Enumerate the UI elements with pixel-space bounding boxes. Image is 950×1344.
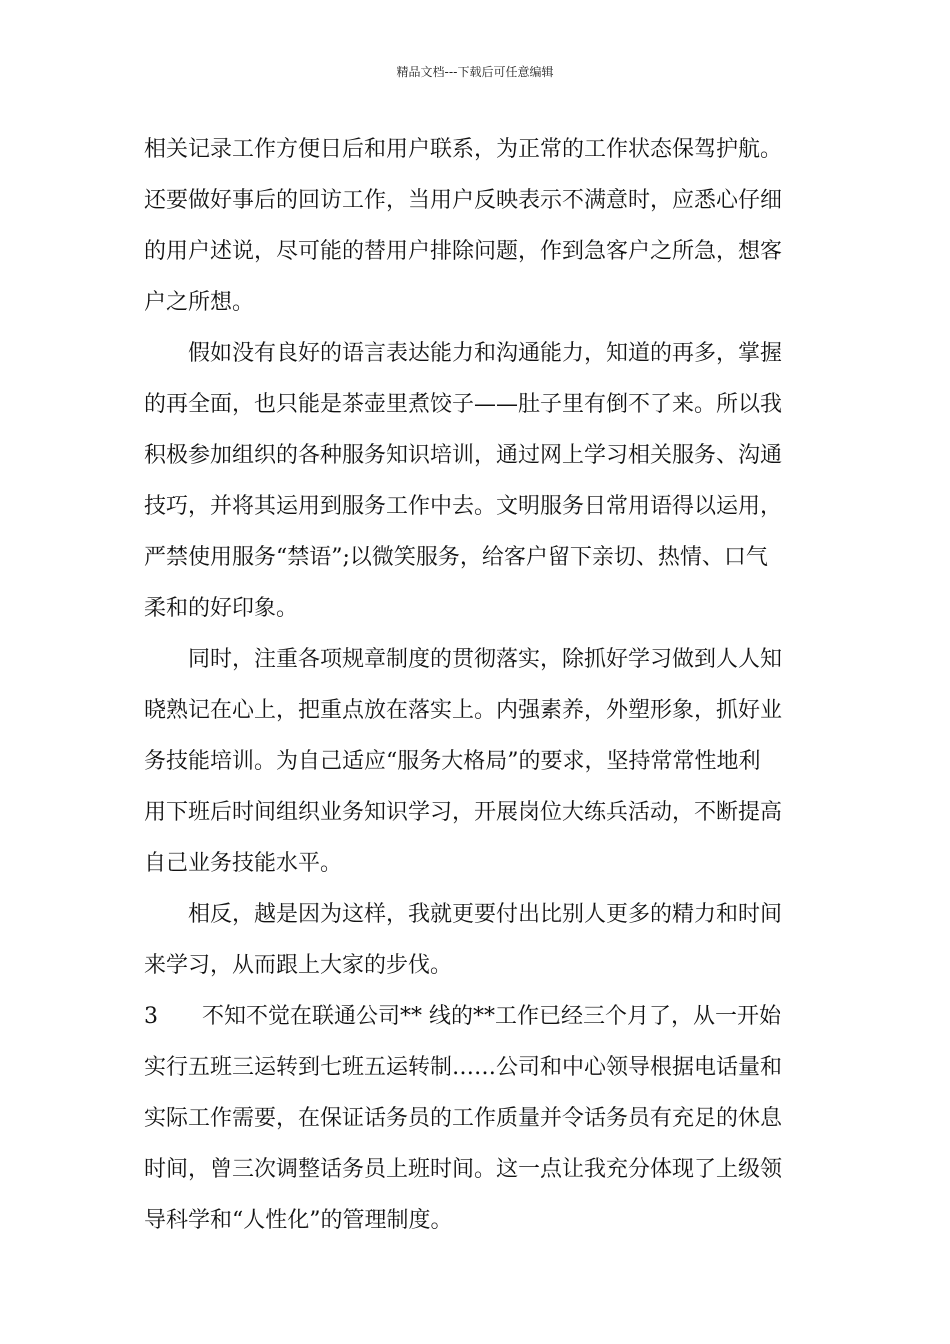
document-body [144,124,808,1246]
text-line: 实际工作需要，在保证话务员的工作质量并令话务员有充足的休息 [144,1106,783,1131]
text-line: 用下班后时间组织业务知识学习，开展岗位大练兵活动，不断提高 [144,800,783,825]
text-line: 实行五班三运转到七班五运转制……公司和中心领导根据电话量和 [144,1055,783,1080]
text-line: 柔和的好印象。 [144,596,299,621]
text-line: 导科学和“人性化”的管理制度。 [144,1208,453,1233]
text-line: 还要做好事后的回访工作，当用户反映表示不满意时，应悉心仔细 [144,188,783,213]
text-line: 积极参加组织的各种服务知识培训，通过网上学习相关服务、沟通 [144,443,783,468]
page-header: 精品文档---下载后可任意编辑 [396,65,554,79]
text-line: 相关记录工作方便日后和用户联系，为正常的工作状态保驾护航。 [144,137,783,162]
paragraph-start-line: 相反，越是因为这样，我就更要付出比别人更多的精力和时间 [188,902,783,927]
text-line: 务技能培训。为自己适应“服务大格局”的要求，坚持常常性地利 [144,749,761,774]
text-line: 技巧，并将其运用到服务工作中去。文明服务日常用语得以运用， [144,494,783,519]
text-line: 户之所想。 [144,290,255,315]
text-line: 来学习，从而跟上大家的步伐。 [144,953,453,978]
paragraph-start-line: 同时，注重各项规章制度的贯彻落实，除抓好学习做到人人知 [188,647,783,672]
paragraph-start-line: 假如没有良好的语言表达能力和沟通能力，知道的再多，掌握 [188,341,783,366]
text-line: 自己业务技能水平。 [144,851,343,876]
section-number: 3 [144,1004,158,1029]
numbered-paragraph-line [144,991,808,1042]
text-line: 晓熟记在心上，把重点放在落实上。内强素养，外塑形象，抓好业 [144,698,783,723]
text-line: 的再全面，也只能是茶壶里煮饺子——肚子里有倒不了来。所以我 [144,392,783,417]
text-line: 时间，曾三次调整话务员上班时间。这一点让我充分体现了上级领 [144,1157,783,1182]
text-line-content: 不知不觉在联通公司** 线的**工作已经三个月了，从一开始 [202,1004,781,1029]
text-line: 的用户述说，尽可能的替用户排除问题，作到急客户之所急，想客 [144,239,783,264]
text-line: 严禁使用服务“禁语”;以微笑服务，给客户留下亲切、热情、口气 [144,545,768,570]
